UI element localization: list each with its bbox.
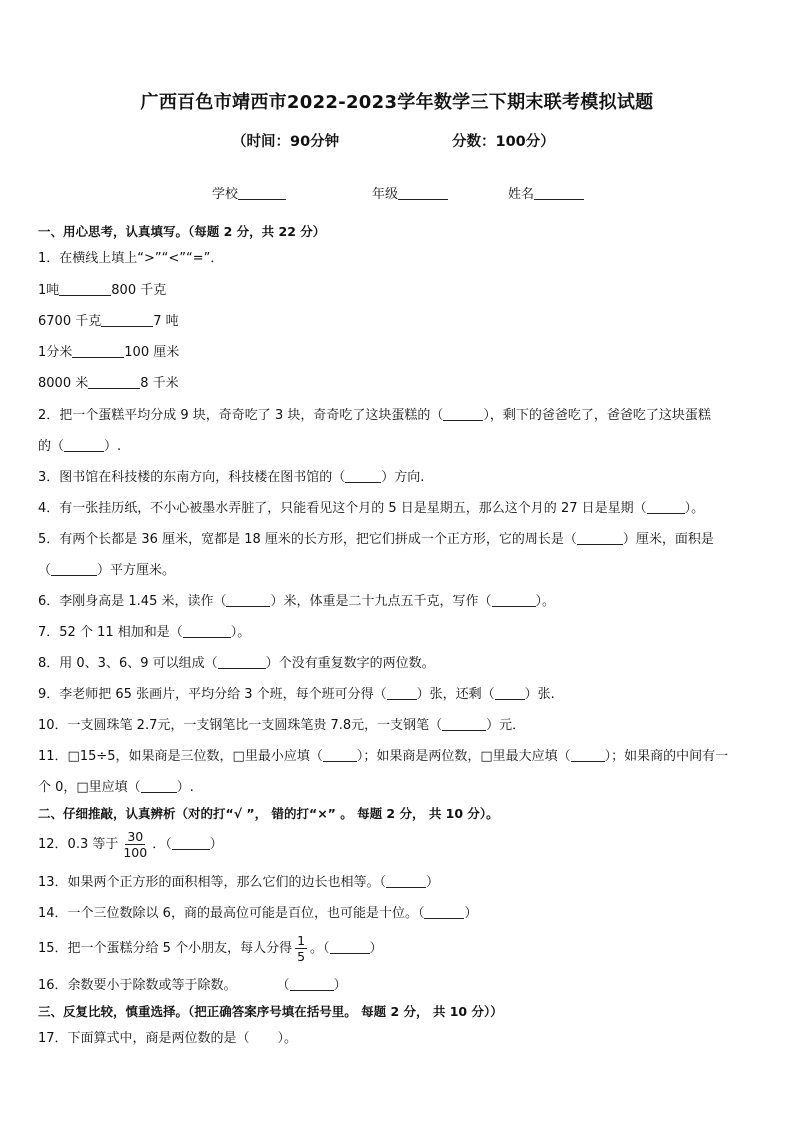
exam-title: 广西百色市靖西市2022-2023学年数学三下期末联考模拟试题	[140, 92, 654, 113]
q9-text: ）张.	[524, 687, 555, 702]
answer-blank	[51, 563, 97, 576]
q4-text: ）。	[684, 501, 705, 516]
q10-text: 10．一支圆珠笔 2.7元，一支钢笔比一支圆珠笔贵 7.8元，一支钢笔（	[38, 718, 443, 733]
question-6	[38, 594, 756, 610]
answer-blank	[492, 594, 536, 607]
question-11-line1	[38, 749, 756, 765]
q12-text: 12．0.3 等于	[38, 837, 119, 852]
section-2-heading: 二、仔细推敲，认真辨析（对的打“√ ”， 错的打“×” 。 每题 2 分， 共 10 分）。	[38, 806, 499, 821]
q16-text: （	[276, 978, 290, 993]
answer-blank	[495, 687, 525, 700]
q11-text: ）.	[176, 780, 194, 795]
fraction-denominator: 5	[297, 949, 306, 964]
q1c-right: 100 厘米	[124, 345, 180, 360]
q14-text: 14．一个三位数除以 6，商的最高位可能是百位，也可能是十位。（	[38, 906, 425, 921]
answer-blank	[101, 314, 153, 327]
name-blank	[534, 186, 584, 200]
question-10	[38, 718, 756, 734]
q16-text: ）	[333, 978, 347, 993]
question-17	[38, 1031, 756, 1047]
answer-blank	[323, 749, 357, 762]
question-1a	[38, 283, 756, 299]
question-1d	[38, 376, 756, 392]
answer-blank	[442, 718, 486, 731]
q1b-right: 7 吨	[153, 314, 179, 329]
q8-text: ）个没有重复数字的两位数。	[265, 656, 435, 671]
answer-blank	[226, 594, 270, 607]
q17-text: ）。	[277, 1031, 298, 1046]
q2-text: ）.	[104, 439, 122, 454]
q2-text: ），剩下的爸爸吃了，爸爸吃了这块蛋糕	[483, 408, 711, 423]
name-field	[508, 183, 584, 202]
question-5-line1	[38, 532, 756, 548]
grade-blank	[398, 186, 448, 200]
fraction-numerator: 1	[297, 933, 306, 948]
answer-blank	[571, 749, 605, 762]
q5-text: 5．有两个长都是 36 厘米，宽都是 18 厘米的长方形，把它们拼成一个正方形，它的周长是（	[38, 532, 577, 547]
q13-text: 13．如果两个正方形的面积相等，那么它们的边长也相等。（	[38, 875, 387, 890]
q9-text: ）张，还剩（	[416, 687, 495, 702]
q5-text: （	[38, 563, 52, 578]
exam-time: （时间：90分钟	[232, 134, 340, 150]
q1a-right: 800 千克	[111, 283, 167, 298]
q17-text: 17．下面算式中，商是两位数的是（	[38, 1031, 250, 1046]
q16-text: 16．余数要小于除数或等于除数。	[38, 978, 237, 993]
answer-blank	[72, 345, 124, 358]
question-4	[38, 501, 756, 517]
answer-blank	[59, 283, 111, 296]
q8-text: 8．用 0、3、6、9 可以组成（	[38, 656, 218, 671]
school-blank	[238, 186, 286, 200]
answer-blank	[183, 625, 231, 638]
q5-text: ）厘米，面积是	[622, 532, 714, 547]
fraction-1-5	[295, 933, 307, 964]
school-field	[212, 183, 286, 202]
fraction-denominator: 100	[123, 845, 148, 860]
question-11-line2	[38, 780, 756, 796]
answer-blank	[577, 532, 623, 545]
answer-blank	[386, 875, 426, 888]
q1d-left: 8000 米	[38, 376, 89, 391]
q4-text: 4．有一张挂历纸，不小心被墨水弄脏了，只能看见这个月的 5 日是星期五，那么这个月的 27 日是星期（	[38, 501, 647, 516]
answer-blank	[330, 941, 370, 954]
q1c-left: 1分米	[38, 345, 73, 360]
question-1-stem: 1．在横线上填上“>”“<”“=”．	[38, 251, 224, 266]
question-13	[38, 875, 756, 891]
q11-text: ）；如果商的中间有一	[604, 749, 729, 764]
q12-text: ．（	[152, 837, 172, 852]
exam-score: 分数：100分）	[452, 134, 555, 150]
answer-blank	[424, 906, 464, 919]
q12-text: ）	[209, 837, 223, 852]
section-1-heading: 一、用心思考，认真填写。（每题 2 分，共 22 分）	[38, 224, 326, 239]
q15-text: 15．把一个蛋糕分给 5 个小朋友，每人分得	[38, 941, 293, 956]
q6-text: 6．李刚身高是 1.45 米，读作（	[38, 594, 227, 609]
grade-label: 年级	[372, 187, 399, 202]
question-1b	[38, 314, 756, 330]
section-3-heading: 三、反复比较，慎重选择。（把正确答案序号填在括号里。 每题 2 分， 共 10 分））	[38, 1004, 503, 1019]
q2-text: 2．把一个蛋糕平均分成 9 块，奇奇吃了 3 块，奇奇吃了这块蛋糕的（	[38, 408, 444, 423]
q15-text: ）	[369, 941, 383, 956]
question-2-line1	[38, 408, 756, 424]
fraction-30-100	[121, 829, 149, 860]
q1a-left: 1吨	[38, 283, 60, 298]
q6-text: ）米，体重是二十九点五千克，写作（	[270, 594, 492, 609]
question-1c	[38, 345, 756, 361]
q3-text: 3．图书馆在科技楼的东南方向，科技楼在图书馆的（	[38, 470, 346, 485]
fraction-numerator: 30	[127, 829, 144, 844]
q1b-left: 6700 千克	[38, 314, 102, 329]
answer-blank	[218, 656, 266, 669]
name-label: 姓名	[508, 187, 535, 202]
answer-blank	[141, 780, 177, 793]
question-2-line2	[38, 439, 756, 455]
question-12	[38, 828, 756, 862]
question-9	[38, 687, 756, 703]
q11-text: 11．□15÷5，如果商是三位数，□里最小应填（	[38, 749, 323, 764]
q11-text: ）；如果商是两位数，□里最大应填（	[356, 749, 571, 764]
answer-blank	[443, 408, 483, 421]
answer-blank	[387, 687, 417, 700]
question-3	[38, 470, 756, 486]
question-5-line2	[38, 563, 756, 579]
q3-text: ）方向.	[381, 470, 425, 485]
answer-blank	[647, 501, 685, 514]
q7-text: 7．52 个 11 相加和是（	[38, 625, 183, 640]
q15-text: 。（	[310, 941, 330, 956]
q5-text: ）平方厘米。	[97, 563, 176, 578]
q10-text: ）元．	[486, 718, 526, 733]
q11-text: 个 0，□里应填（	[38, 780, 141, 795]
answer-blank	[172, 837, 210, 850]
answer-blank	[64, 439, 104, 452]
answer-blank	[290, 978, 334, 991]
question-7	[38, 625, 756, 641]
q2-text: 的（	[38, 439, 65, 454]
answer-blank	[88, 376, 140, 389]
question-16	[38, 978, 756, 994]
q9-text: 9．李老师把 65 张画片，平均分给 3 个班，每个班可分得（	[38, 687, 387, 702]
school-label: 学校	[212, 187, 239, 202]
q6-text: ）。	[535, 594, 556, 609]
q1d-right: 8 千米	[140, 376, 179, 391]
q7-text: ）。	[230, 625, 251, 640]
question-8	[38, 656, 756, 672]
q13-text: ）	[426, 875, 440, 890]
question-14	[38, 906, 756, 922]
question-15	[38, 932, 756, 966]
q14-text: ）	[464, 906, 478, 921]
answer-blank	[345, 470, 381, 483]
grade-field	[372, 183, 448, 202]
